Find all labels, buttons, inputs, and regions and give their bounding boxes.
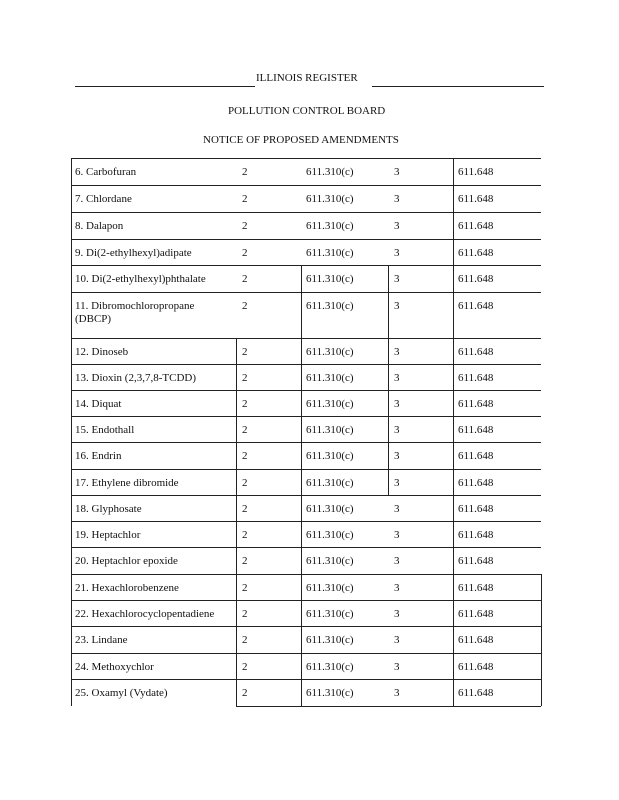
level-cell: 2 <box>242 634 248 646</box>
row-rule <box>71 292 541 293</box>
count-cell: 3 <box>394 247 400 259</box>
count-cell: 3 <box>394 166 400 178</box>
contaminant-name: 16. Endrin <box>75 450 122 462</box>
count-cell: 3 <box>394 687 400 699</box>
count-cell: 3 <box>394 450 400 462</box>
contaminant-name: 12. Dinoseb <box>75 346 129 358</box>
row-rule <box>71 600 541 601</box>
row-rule <box>71 185 541 186</box>
level-cell: 2 <box>242 398 248 410</box>
contaminant-name: 18. Glyphosate <box>75 503 142 515</box>
contaminant-name: 22. Hexachlorocyclopentadiene <box>75 608 215 620</box>
section-cell: 611.648 <box>458 477 494 489</box>
register-rule-left <box>75 86 255 87</box>
citation-cell: 611.310(c) <box>306 634 354 646</box>
citation-cell: 611.310(c) <box>306 687 354 699</box>
contaminant-name: 10. Di(2-ethylhexyl)phthalate <box>75 273 206 285</box>
level-cell: 2 <box>242 608 248 620</box>
count-cell: 3 <box>394 634 400 646</box>
count-cell: 3 <box>394 529 400 541</box>
level-cell: 2 <box>242 300 248 312</box>
citation-cell: 611.310(c) <box>306 220 354 232</box>
contaminant-name: 6. Carbofuran <box>75 166 137 178</box>
section-cell: 611.648 <box>458 582 494 594</box>
section-cell: 611.648 <box>458 661 494 673</box>
row-rule <box>71 521 541 522</box>
section-cell: 611.648 <box>458 346 494 358</box>
citation-cell: 611.310(c) <box>306 450 354 462</box>
count-cell: 3 <box>394 477 400 489</box>
level-cell: 2 <box>242 247 248 259</box>
contaminant-name: 8. Dalapon <box>75 220 124 232</box>
citation-cell: 611.310(c) <box>306 529 354 541</box>
row-rule <box>71 442 541 443</box>
level-cell: 2 <box>242 424 248 436</box>
level-cell: 2 <box>242 582 248 594</box>
level-cell: 2 <box>242 687 248 699</box>
citation-cell: 611.310(c) <box>306 247 354 259</box>
section-cell: 611.648 <box>458 220 494 232</box>
row-rule <box>71 212 541 213</box>
contaminant-name: 14. Diquat <box>75 398 122 410</box>
contaminant-name-continued: (DBCP) <box>75 313 112 325</box>
section-cell: 611.648 <box>458 193 494 205</box>
count-cell: 3 <box>394 503 400 515</box>
citation-cell: 611.310(c) <box>306 273 354 285</box>
count-cell: 3 <box>394 398 400 410</box>
count-cell: 3 <box>394 220 400 232</box>
column-rule <box>388 265 389 495</box>
row-rule <box>71 416 541 417</box>
citation-cell: 611.310(c) <box>306 398 354 410</box>
register-title: ILLINOIS REGISTER <box>256 72 358 84</box>
register-rule-right <box>372 86 544 87</box>
contaminant-name: 13. Dioxin (2,3,7,8-TCDD) <box>75 372 196 384</box>
citation-cell: 611.310(c) <box>306 661 354 673</box>
contaminant-name: 20. Heptachlor epoxide <box>75 555 178 567</box>
contaminant-name: 25. Oxamyl (Vydate) <box>75 687 168 699</box>
contaminant-name: 23. Lindane <box>75 634 128 646</box>
section-cell: 611.648 <box>458 555 494 567</box>
citation-cell: 611.310(c) <box>306 582 354 594</box>
row-rule <box>71 574 541 575</box>
contaminant-name: 24. Methoxychlor <box>75 661 154 673</box>
level-cell: 2 <box>242 503 248 515</box>
count-cell: 3 <box>394 193 400 205</box>
count-cell: 3 <box>394 424 400 436</box>
count-cell: 3 <box>394 300 400 312</box>
level-cell: 2 <box>242 661 248 673</box>
section-cell: 611.648 <box>458 166 494 178</box>
count-cell: 3 <box>394 346 400 358</box>
row-rule <box>71 265 541 266</box>
count-cell: 3 <box>394 661 400 673</box>
citation-cell: 611.310(c) <box>306 300 354 312</box>
citation-cell: 611.310(c) <box>306 503 354 515</box>
section-cell: 611.648 <box>458 634 494 646</box>
section-cell: 611.648 <box>458 398 494 410</box>
citation-cell: 611.310(c) <box>306 477 354 489</box>
row-rule <box>71 364 541 365</box>
citation-cell: 611.310(c) <box>306 424 354 436</box>
citation-cell: 611.310(c) <box>306 193 354 205</box>
contaminant-name: 19. Heptachlor <box>75 529 141 541</box>
level-cell: 2 <box>242 372 248 384</box>
level-cell: 2 <box>242 346 248 358</box>
row-rule <box>71 679 541 680</box>
row-rule <box>71 547 541 548</box>
row-rule <box>71 390 541 391</box>
notice-title: NOTICE OF PROPOSED AMENDMENTS <box>203 134 399 146</box>
section-cell: 611.648 <box>458 503 494 515</box>
section-cell: 611.648 <box>458 247 494 259</box>
count-cell: 3 <box>394 582 400 594</box>
contaminant-name: 17. Ethylene dibromide <box>75 477 179 489</box>
column-rule <box>301 265 302 706</box>
row-rule <box>71 626 541 627</box>
citation-cell: 611.310(c) <box>306 555 354 567</box>
row-rule <box>71 338 541 339</box>
column-rule <box>236 338 237 706</box>
contaminant-name: 21. Hexachlorobenzene <box>75 582 179 594</box>
count-cell: 3 <box>394 273 400 285</box>
row-rule <box>71 469 541 470</box>
section-cell: 611.648 <box>458 300 494 312</box>
table-bottom-rule <box>236 706 541 707</box>
section-cell: 611.648 <box>458 608 494 620</box>
count-cell: 3 <box>394 555 400 567</box>
citation-cell: 611.310(c) <box>306 608 354 620</box>
count-cell: 3 <box>394 372 400 384</box>
row-rule <box>71 239 541 240</box>
table-left-rule <box>71 158 72 706</box>
section-cell: 611.648 <box>458 450 494 462</box>
level-cell: 2 <box>242 555 248 567</box>
contaminant-name: 7. Chlordane <box>75 193 132 205</box>
level-cell: 2 <box>242 273 248 285</box>
section-cell: 611.648 <box>458 424 494 436</box>
section-cell: 611.648 <box>458 687 494 699</box>
table-right-rule <box>541 574 542 706</box>
citation-cell: 611.310(c) <box>306 372 354 384</box>
citation-cell: 611.310(c) <box>306 346 354 358</box>
level-cell: 2 <box>242 477 248 489</box>
row-rule <box>71 653 541 654</box>
level-cell: 2 <box>242 193 248 205</box>
count-cell: 3 <box>394 608 400 620</box>
level-cell: 2 <box>242 529 248 541</box>
board-title: POLLUTION CONTROL BOARD <box>228 105 386 117</box>
column-rule <box>453 158 454 706</box>
contaminant-name: 15. Endothall <box>75 424 135 436</box>
section-cell: 611.648 <box>458 273 494 285</box>
level-cell: 2 <box>242 450 248 462</box>
row-rule <box>71 158 541 159</box>
level-cell: 2 <box>242 220 248 232</box>
section-cell: 611.648 <box>458 372 494 384</box>
row-rule <box>71 495 541 496</box>
section-cell: 611.648 <box>458 529 494 541</box>
level-cell: 2 <box>242 166 248 178</box>
contaminant-name: 11. Dibromochloropropane <box>75 300 195 312</box>
citation-cell: 611.310(c) <box>306 166 354 178</box>
contaminant-name: 9. Di(2-ethylhexyl)adipate <box>75 247 192 259</box>
